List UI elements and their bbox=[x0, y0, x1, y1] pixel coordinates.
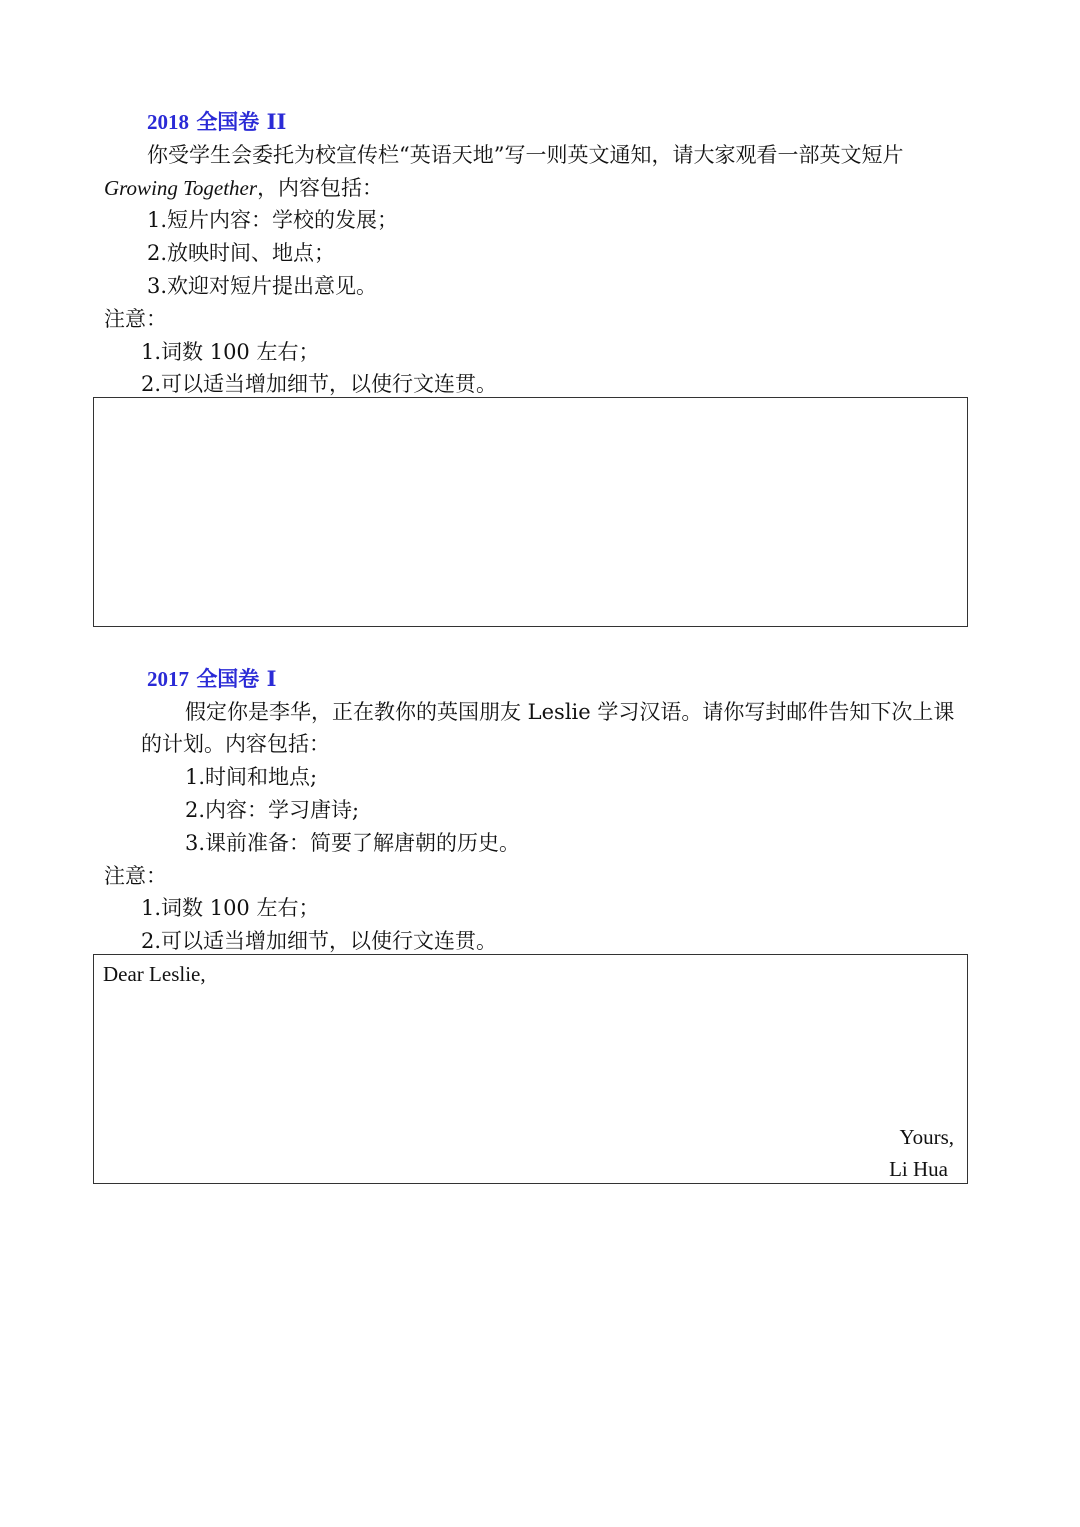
section2-heading bbox=[147, 664, 276, 694]
section1-note-2: 2.可以适当增加细节，以使行文连贯。 bbox=[141, 372, 498, 396]
section1-intro-line2 bbox=[104, 173, 383, 203]
section1-item-2: 2.放映时间、地点； bbox=[147, 241, 336, 265]
section2-item-1: 1.时间和地点; bbox=[185, 765, 318, 789]
section2-item-2: 2.内容：学习唐诗; bbox=[185, 798, 360, 822]
section2-heading-year: 2017 bbox=[147, 667, 189, 691]
section1-item-1: 1.短片内容：学校的发展； bbox=[147, 208, 399, 232]
section2-note-1: 1.词数 100 左右； bbox=[141, 896, 320, 920]
section2-answer-box[interactable] bbox=[93, 954, 968, 1184]
section2-intro-line1: 假定你是李华，正在教你的英国朋友 Leslie 学习汉语。请你写封邮件告知下次上课 bbox=[185, 700, 955, 724]
letter-greeting: Dear Leslie, bbox=[103, 962, 206, 986]
section2-item-3: 3.课前准备：简要了解唐朝的历史。 bbox=[185, 831, 521, 855]
section2-intro-line2: 的计划。内容包括： bbox=[141, 732, 330, 756]
section1-note-label: 注意： bbox=[104, 307, 167, 331]
section1-intro-line1: 你受学生会委托为校宣传栏“英语天地”写一则英文通知，请大家观看一部英文短片 bbox=[147, 143, 904, 167]
section1-note-1: 1.词数 100 左右； bbox=[141, 340, 320, 364]
section2-heading-rest: 全国卷 I bbox=[196, 666, 277, 691]
letter-closing: Yours, bbox=[899, 1125, 954, 1149]
section1-heading-rest: 全国卷 II bbox=[196, 109, 287, 134]
section1-intro-line2-rest: ，内容包括： bbox=[257, 176, 384, 200]
section1-heading-year: 2018 bbox=[147, 110, 189, 134]
section2-note-2: 2.可以适当增加细节，以使行文连贯。 bbox=[141, 929, 498, 953]
section1-answer-box[interactable] bbox=[93, 397, 968, 627]
section1-heading bbox=[147, 107, 286, 137]
section1-film-title: Growing Together bbox=[104, 176, 258, 200]
section1-item-3: 3.欢迎对短片提出意见。 bbox=[147, 274, 378, 298]
letter-signature: Li Hua bbox=[889, 1157, 948, 1181]
section2-note-label: 注意： bbox=[104, 864, 167, 888]
